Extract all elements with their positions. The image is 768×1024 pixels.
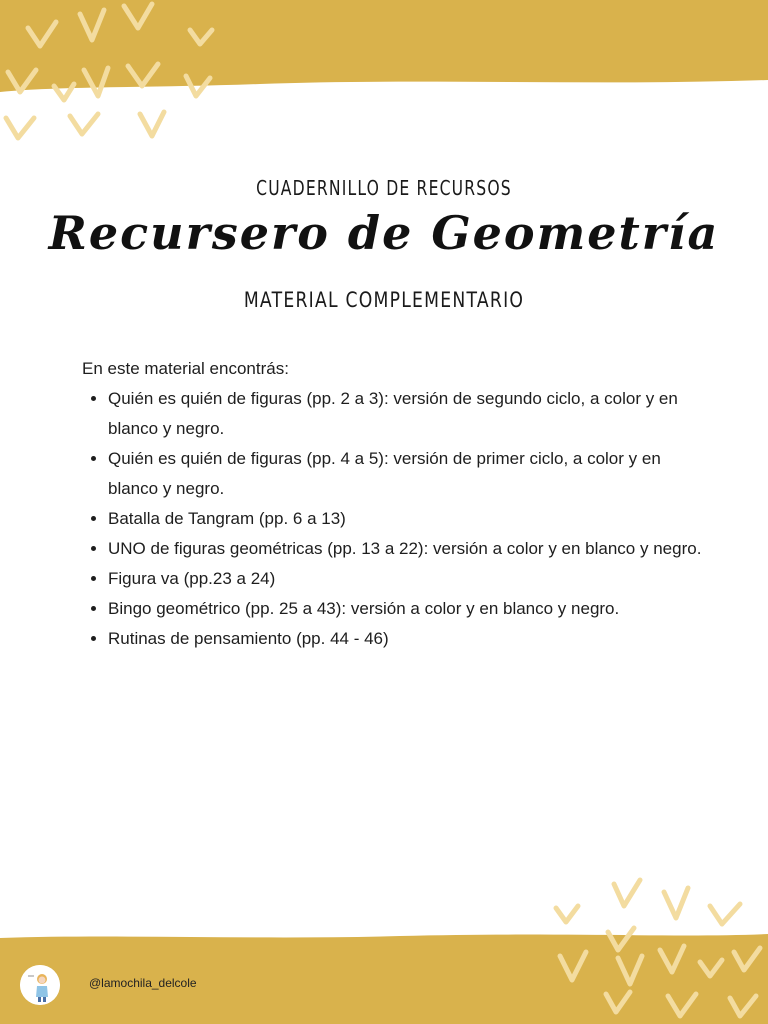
- list-item: • Quién es quién de figuras (pp. 4 a 5): versión de primer ciclo, a color y en blanco y negro.: [108, 444, 702, 504]
- content-section: [82, 354, 702, 654]
- top-subtitle: CUADERNILLO DE RECURSOS: [256, 176, 512, 200]
- top-decorative-band: [0, 0, 768, 95]
- list-item: • Bingo geométrico (pp. 25 a 43): versión a color y en blanco y negro.: [108, 594, 702, 624]
- social-handle: @lamochila_delcole: [89, 976, 197, 990]
- list-item: • Batalla de Tangram (pp. 6 a 13): [108, 504, 702, 534]
- page-title: Recursero de Geometría: [48, 206, 720, 260]
- list-item: • Rutinas de pensamiento (pp. 44 - 46): [108, 624, 702, 654]
- list-item: • Figura va (pp.23 a 24): [108, 564, 702, 594]
- list-item: • Quién es quién de figuras (pp. 2 a 3): versión de segundo ciclo, a color y en blanco y negro.: [108, 384, 702, 444]
- avatar: [20, 965, 60, 1005]
- intro-text: En este material encontrás:: [82, 359, 289, 378]
- bottom-subtitle: MATERIAL COMPLEMENTARIO: [243, 288, 525, 312]
- list-item: • UNO de figuras geométricas (pp. 13 a 22): versión a color y en blanco y negro.: [108, 534, 702, 564]
- resource-list: [82, 384, 702, 654]
